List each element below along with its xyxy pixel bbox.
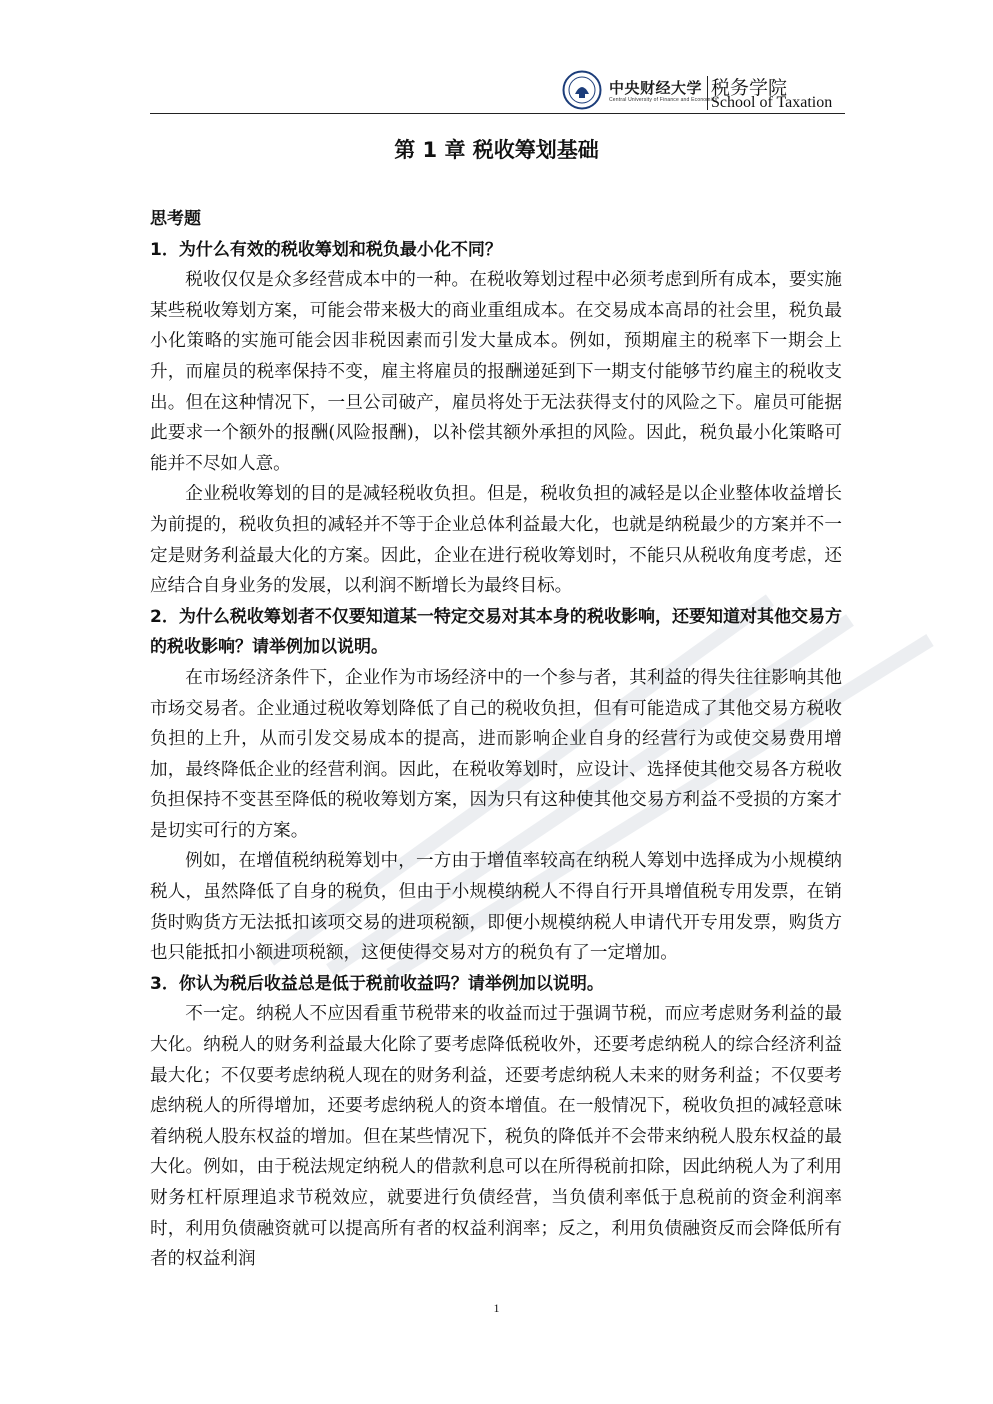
answer-2-paragraph-1: 在市场经济条件下，企业作为市场经济中的一个参与者，其利益的得失往往影响其他市场交易者。企业通过税收筹划降低了自己的税收负担，但有可能造成了其他交易方税收负担的上升，从而引发交易成本的提高，进而影响企业自身的经营行为或使交易费用增加，最终降低企业的经营利润。因此，在税收筹划时，应设计、选择使其他交易各方税收负担保持不变甚至降低的税收筹划方案，因为只有这种使其他交易方利益不受损的方案才是切实可行的方案。 <box>150 667 842 841</box>
section-label: 思考题 <box>150 209 201 229</box>
answer-3-paragraph-1: 不一定。纳税人不应因看重节税带来的收益而过于强调节税，而应考虑财务利益的最大化。纳税人的财务利益最大化除了要考虑降低税收外，还要考虑纳税人的综合经济利益最大化；不仅要考虑纳税人现在的财务利益，还要考虑纳税人未来的财务利益；不仅要考虑纳税人的所得增加，还要考虑纳税人的资本增值。在一般情况下，税收负担的减轻意味着纳税人股东权益的增加。但在某些情况下，税负的降低并不会带来纳税人股东权益的最大化。例如，由于税法规定纳税人的借款利息可以在所得税前扣除，因此纳税人为了利用财务杠杆原理追求节税效应，就要进行负债经营，当负债利率低于息税前的资金利润率时，利用负债融资就可以提高所有者的权益利润率；反之，利用负债融资反而会降低所有者的权益利润 <box>150 1004 842 1270</box>
university-name-cn: 中央财经大学 <box>609 79 703 97</box>
university-seal-icon <box>562 70 602 110</box>
question-3: 3．你认为税后收益总是低于税前收益吗？请举例加以说明。 <box>150 973 604 994</box>
header-rule <box>150 113 845 114</box>
university-name-en: Central University of Finance and Economics <box>609 97 718 103</box>
question-2: 2．为什么税收筹划者不仅要知道某一特定交易对其本身的税收影响，还要知道对其他交易方的税收影响？请举例加以说明。 <box>150 606 842 658</box>
chapter-title: 第 1 章 税收筹划基础 <box>394 138 599 162</box>
answer-1-paragraph-2: 企业税收筹划的目的是减轻税收负担。但是，税收负担的减轻是以企业整体收益增长为前提的，税收负担的减轻并不等于企业总体利益最大化，也就是纳税最少的方案并不一定是财务利益最大化的方案。因此，企业在进行税收筹划时，不能只从税收角度考虑，还应结合自身业务的发展，以利润不断增长为最终目标。 <box>150 484 842 597</box>
header-divider <box>707 76 708 110</box>
document-body <box>150 204 842 1275</box>
answer-1-paragraph-1: 税收仅仅是众多经营成本中的一种。在税收筹划过程中必须考虑到所有成本，要实施某些税收筹划方案，可能会带来极大的商业重组成本。在交易成本高昂的社会里，税负最小化策略的实施可能会因非税因素而引发大量成本。例如，预期雇主的税率下一期会上升，而雇员的税率保持不变，雇主将雇员的报酬递延到下一期支付能够节约雇主的税收支出。但在这种情况下，一旦公司破产，雇员将处于无法获得支付的风险之下。雇员可能据此要求一个额外的报酬(风险报酬)，以补偿其额外承担的风险。因此，税负最小化策略可能并不尽如人意。 <box>150 270 842 474</box>
school-name-en: School of Taxation <box>711 94 833 111</box>
question-1: 1．为什么有效的税收筹划和税负最小化不同？ <box>150 239 502 260</box>
answer-2-paragraph-2: 例如，在增值税纳税筹划中，一方由于增值率较高在纳税人筹划中选择成为小规模纳税人，虽然降低了自身的税负，但由于小规模纳税人不得自行开具增值税专用发票，在销货时购货方无法抵扣该项交易的进项税额，即便小规模纳税人申请代开专用发票，购货方也只能抵扣小额进项税额，这便使得交易对方的税负有了一定增加。 <box>150 851 842 964</box>
school-name-cn: 税务学院 <box>711 77 788 99</box>
page-number: 1 <box>493 1301 500 1315</box>
